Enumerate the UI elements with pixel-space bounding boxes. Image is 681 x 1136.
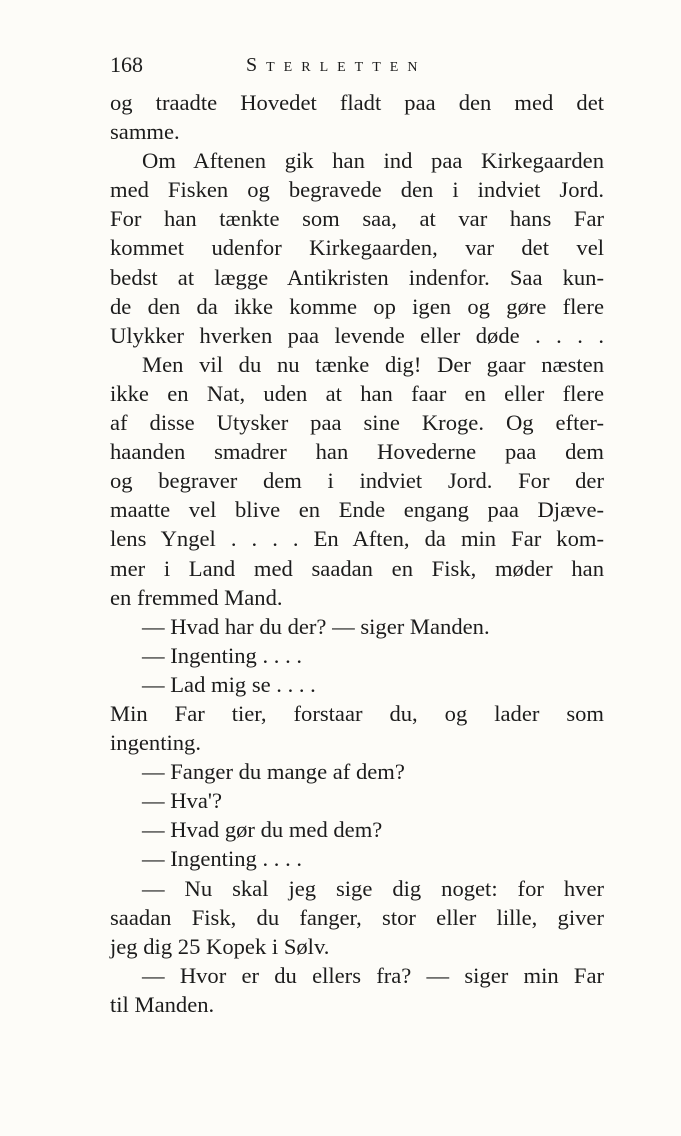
text-line: samme. (110, 119, 180, 145)
text-line: lens Yngel . . . . En Aften, da min Far kom- (110, 526, 604, 552)
text-line: — Hvad gør du med dem? (142, 817, 383, 843)
text-line: — Ingenting . . . . (142, 642, 303, 668)
text-line: — Hva'? (142, 788, 222, 814)
text-line: mer i Land med saadan en Fisk, møder han (110, 555, 604, 581)
text-line: en fremmed Mand. (110, 584, 283, 610)
text-line: ikke en Nat, uden at han faar en eller flere (110, 380, 604, 406)
text-line: — Hvad har du der? — siger Manden. (142, 613, 490, 639)
text-line: af disse Utysker paa sine Kroge. Og efter- (110, 410, 604, 436)
text-line: Ulykker hverken paa levende eller døde . . . . (110, 322, 604, 348)
text-line: og traadte Hovedet fladt paa den med det (110, 90, 604, 115)
text-line: For han tænkte som saa, at var hans Far (110, 206, 604, 232)
text-line: med Fisken og begravede den i indviet Jord. (110, 177, 604, 203)
text-line: Om Aftenen gik han ind paa Kirkegaarden (142, 148, 604, 174)
text-line: bedst at lægge Antikristen indenfor. Saa kun- (110, 264, 604, 290)
running-head (110, 50, 610, 80)
text-line: maatte vel blive en Ende engang paa Djæve- (110, 497, 604, 523)
body-text (110, 88, 604, 1019)
text-line: ingenting. (110, 730, 201, 756)
text-line: Min Far tier, forstaar du, og lader som (110, 700, 604, 726)
text-line: jeg dig 25 Kopek i Sølv. (110, 933, 330, 959)
page-number: 168 (110, 52, 143, 77)
text-line: de den da ikke komme op igen og gøre flere (110, 293, 604, 319)
text-line: haanden smadrer han Hovederne paa dem (110, 439, 604, 465)
text-line: til Manden. (110, 991, 215, 1017)
text-line: — Lad mig se . . . . (142, 671, 316, 697)
text-line: — Hvor er du ellers fra? — siger min Far (142, 962, 604, 988)
text-line: — Nu skal jeg sige dig noget: for hver (142, 875, 604, 901)
text-line: — Fanger du mange af dem? (142, 759, 405, 785)
running-title: Sterletten (246, 54, 427, 76)
text-line: kommet udenfor Kirkegaarden, var det vel (110, 235, 604, 261)
text-line: saadan Fisk, du fanger, stor eller lille, giver (110, 904, 604, 930)
text-line: og begraver dem i indviet Jord. For der (110, 468, 604, 494)
text-line: — Ingenting . . . . (142, 846, 303, 872)
text-line: Men vil du nu tænke dig! Der gaar næsten (142, 351, 604, 377)
